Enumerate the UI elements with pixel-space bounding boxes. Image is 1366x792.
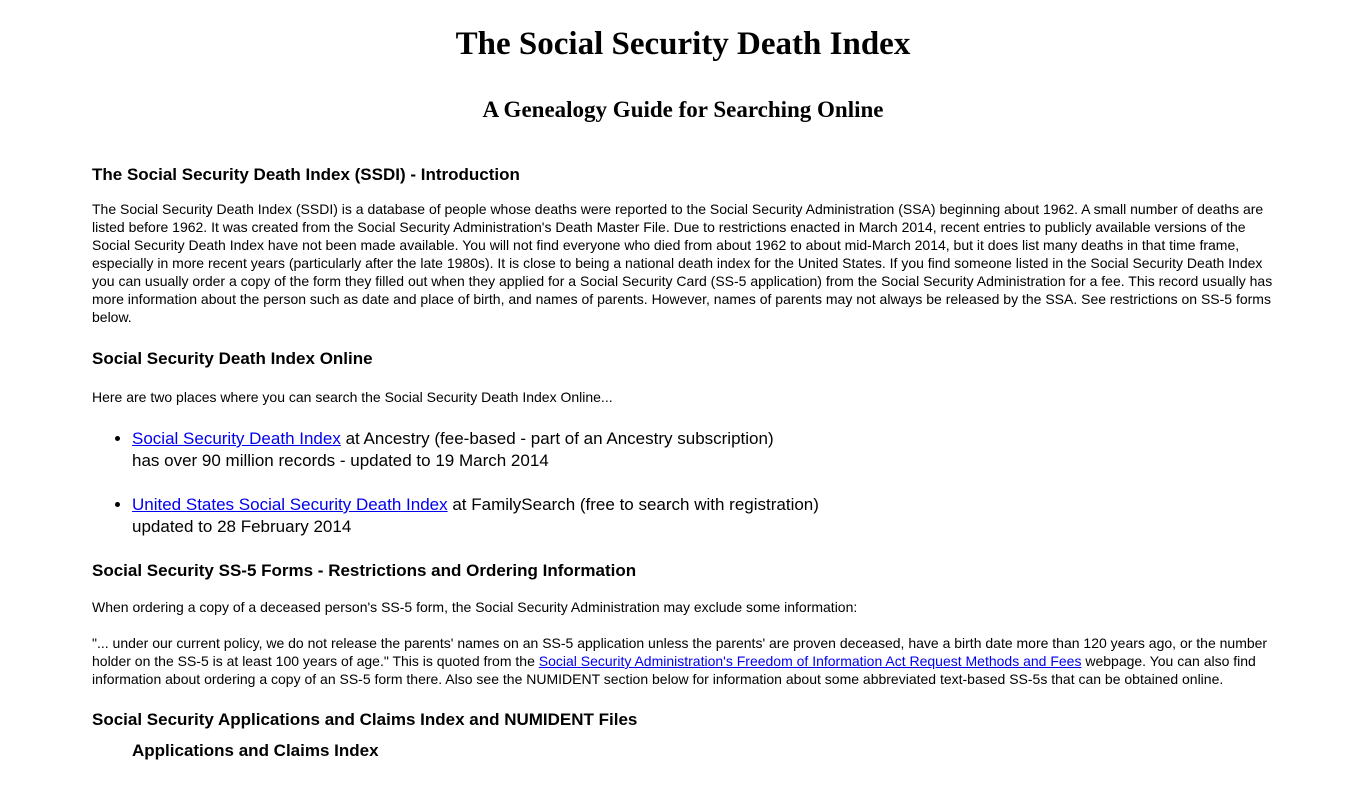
familysearch-item-line2: updated to 28 February 2014 — [132, 517, 352, 536]
foia-request-link[interactable]: Social Security Administration's Freedom of Information Act Request Methods and Fees — [538, 653, 1082, 669]
ss5-quote-after-text: webpage. You can also find information about ordering a copy of an SS-5 form there. Also see the NUMIDENT section below for information about some abbreviated text-based SS-5s that can be obtained online. — [92, 653, 1256, 687]
page-title: The Social Security Death Index — [455, 26, 911, 62]
applications-claims-index-label: Applications and Claims Index — [132, 741, 379, 760]
ancestry-ssdi-link[interactable]: Social Security Death Index — [132, 429, 341, 448]
familysearch-item-text: at FamilySearch (free to search with registration) — [447, 495, 819, 514]
ss5-quote-text: "... under our current policy, we do not release the parents' names on an SS-5 application unless the parents' are proven deceased, have a birth date more than 120 years ago, or the number holder on the SS-5 is at least 100 years of age." This is quoted from the — [92, 635, 1268, 669]
ancestry-item-text: at Ancestry (fee-based - part of an Ancestry subscription) — [340, 429, 774, 448]
heading-ss5-forms: Social Security SS-5 Forms - Restrictions and Ordering Information — [92, 561, 637, 580]
paragraph-ssdi-online-lead: Here are two places where you can search the Social Security Death Index Online... — [92, 389, 613, 405]
list-item-ancestry — [132, 428, 1274, 472]
online-search-list — [92, 428, 1274, 538]
heading-ssdi-introduction: The Social Security Death Index (SSDI) - Introduction — [92, 165, 520, 184]
familysearch-ssdi-link[interactable]: United States Social Security Death Index — [132, 495, 448, 514]
paragraph-ss5-lead: When ordering a copy of a deceased person's SS-5 form, the Social Security Administration may exclude some information: — [92, 599, 858, 615]
page-content — [92, 164, 1274, 762]
page-subtitle: A Genealogy Guide for Searching Online — [482, 97, 884, 122]
list-item-familysearch — [132, 494, 1274, 538]
paragraph-ssdi-introduction: The Social Security Death Index (SSDI) is a database of people whose deaths were reported to the Social Security Administration (SSA) beginning about 1962. A small number of deaths are listed before 1962. It was created from the Social Security Administration's Death Master File. Due to restrictions enacted in March 2014, recent entries to publicly available versions of the Social Security Death Index have not been made available. You will not find everyone who died from about 1962 to about mid-March 2014, but it does list many deaths in that time frame, especially in more recent years (particularly after the late 1980s). It is close to being a national death index for the United States. If you find someone listed in the Social Security Death Index you can usually order a copy of the form they filled out when they applied for a Social Security Card (SS-5 application) from the Social Security Administration for a fee. This record usually has more information about the person such as date and place of birth, and names of parents. However, names of parents may not always be released by the SSA. See restrictions on SS-5 forms below. — [92, 201, 1273, 325]
heading-applications-claims-numident: Social Security Applications and Claims Index and NUMIDENT Files — [92, 710, 638, 729]
paragraph-ss5-quote — [92, 634, 1274, 688]
ancestry-item-line2: has over 90 million records - updated to 19 March 2014 — [132, 451, 549, 470]
heading-ssdi-online: Social Security Death Index Online — [92, 349, 373, 368]
